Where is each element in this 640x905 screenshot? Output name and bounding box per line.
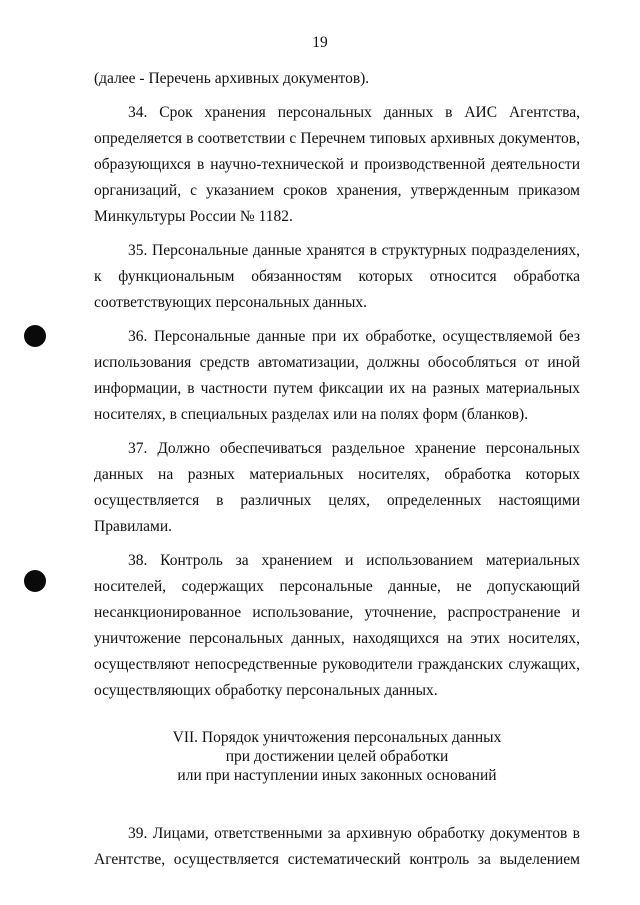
paragraph-39-line: Агентстве, осуществляется систематический контроль за выделением <box>94 851 580 868</box>
paragraph-36-line: информации, в частности путем фиксации их на разных материальных <box>94 380 580 397</box>
punch-hole-top <box>24 325 46 347</box>
paragraph-39-line: 39. Лицами, ответственными за архивную обработку документов в <box>128 825 580 842</box>
section-heading-line: VII. Порядок уничтожения персональных данных <box>172 729 502 746</box>
paragraph-38-line: осуществляют непосредственные руководители гражданских служащих, <box>94 656 580 673</box>
paragraph-34-line: образующихся в научно-технической и производственной деятельности <box>94 156 580 173</box>
punch-hole-bottom <box>24 570 46 592</box>
paragraph-38-line: 38. Контроль за хранением и использованием материальных <box>128 552 580 569</box>
paragraph-37-line: осуществляется в различных целях, определенных настоящими <box>94 492 580 509</box>
page-number: 19 <box>312 34 328 51</box>
document-body <box>94 66 580 873</box>
paragraph-35-line: к функциональным обязанностям которых относится обработка <box>94 268 580 285</box>
paragraph-37-line: Правилами. <box>94 518 173 535</box>
paragraph-37-line: 37. Должно обеспечиваться раздельное хранение персональных <box>128 440 580 457</box>
section-heading-line: или при наступлении иных законных оснований <box>177 767 497 784</box>
paragraph-34-line: определяется в соответствии с Перечнем типовых архивных документов, <box>94 130 580 147</box>
section-heading-line: при достижении целей обработки <box>225 748 449 765</box>
paragraph-38-line: несанкционированное использование, уточнение, распространение и <box>94 604 580 621</box>
paragraph-38-line: уничтожение персональных данных, находящихся на этих носителях, <box>94 630 580 647</box>
paragraph-36-line: использования средств автоматизации, должны обособляться от иной <box>94 354 580 371</box>
paragraph-34-line: 34. Срок хранения персональных данных в АИС Агентства, <box>128 104 580 121</box>
paragraph-34-line: Минкультуры России № 1182. <box>94 208 293 225</box>
paragraph-34-line: организаций, с указанием сроков хранения, утвержденным приказом <box>94 182 580 199</box>
paragraph-38-line: осуществляющих обработку персональных данных. <box>94 682 438 699</box>
paragraph-36-line: носителях, в специальных разделах или на полях форм (бланков). <box>94 406 529 423</box>
paragraph-35-line: 35. Персональные данные хранятся в структурных подразделениях, <box>128 242 580 259</box>
paragraph-38-line: носителей, содержащих персональные данные, не допускающий <box>94 578 580 595</box>
text-line: (далее - Перечень архивных документов). <box>94 70 370 87</box>
paragraph-35-line: соответствующих персональных данных. <box>94 294 368 311</box>
section-heading <box>94 728 580 785</box>
paragraph-37-line: данных на разных материальных носителях, обработка которых <box>94 466 580 483</box>
paragraph-36-line: 36. Персональные данные при их обработке, осуществляемой без <box>128 328 580 345</box>
